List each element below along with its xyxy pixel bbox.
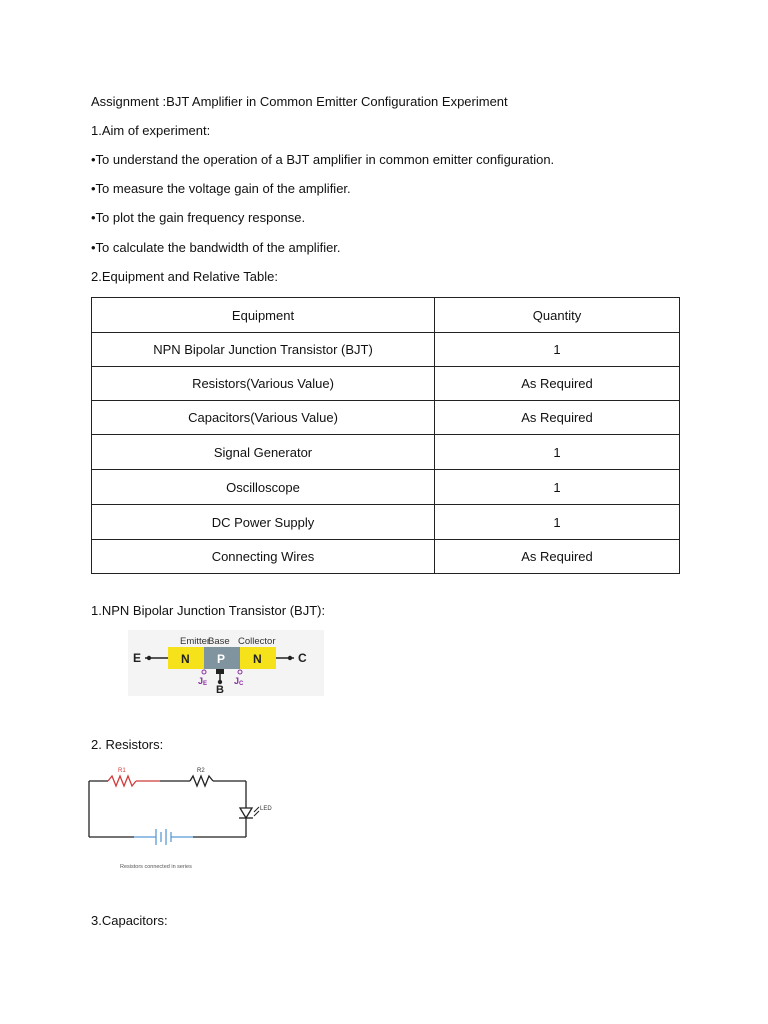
jc-label: JC: [234, 676, 244, 687]
quantity-cell: 1: [435, 505, 680, 540]
led-label: LED: [260, 806, 272, 812]
base-terminal-label: B: [216, 684, 224, 696]
r1-resistor: [108, 776, 136, 786]
table-row: [92, 505, 680, 540]
npn-bjt-diagram: [128, 630, 324, 696]
equipment-cell: Capacitors(Various Value): [92, 401, 435, 435]
equipment-cell: Signal Generator: [92, 435, 435, 470]
equipment-cell: DC Power Supply: [92, 505, 435, 540]
collector-label: Collector: [238, 636, 276, 647]
aim-item: •To understand the operation of a BJT amplifier in common emitter configuration.: [91, 152, 555, 167]
column-header-quantity: Quantity: [435, 298, 680, 333]
quantity-cell: 1: [435, 333, 680, 367]
series-resistor-circuit: [86, 764, 286, 872]
quantity-cell: As Required: [435, 367, 680, 401]
aim-item: •To plot the gain frequency response.: [91, 210, 306, 225]
table-row: [92, 333, 680, 367]
equipment-cell: Connecting Wires: [92, 540, 435, 574]
quantity-cell: As Required: [435, 401, 680, 435]
quantity-cell: 1: [435, 435, 680, 470]
equipment-heading: 2.Equipment and Relative Table:: [91, 269, 278, 284]
emitter-terminal-dot: [147, 656, 151, 660]
column-header-equipment: Equipment: [92, 298, 435, 333]
table-row: [92, 540, 680, 574]
capacitors-heading: 3.Capacitors:: [91, 913, 168, 928]
equipment-cell: Oscilloscope: [92, 470, 435, 505]
je-label: JE: [198, 676, 208, 687]
r2-label: R2: [197, 768, 205, 774]
n-label: N: [181, 652, 190, 666]
aim-item: •To measure the voltage gain of the amplifier.: [91, 181, 351, 196]
bjt-heading: 1.NPN Bipolar Junction Transistor (BJT):: [91, 603, 326, 618]
table-row: [92, 470, 680, 505]
jc-junction-marker: [238, 670, 242, 674]
led-diode: [240, 808, 252, 818]
equipment-cell: Resistors(Various Value): [92, 367, 435, 401]
table-row: [92, 367, 680, 401]
collector-terminal-label: C: [298, 651, 307, 665]
je-junction-marker: [202, 670, 206, 674]
assignment-title: Assignment :BJT Amplifier in Common Emitter Configuration Experiment: [91, 94, 508, 109]
aim-item: •To calculate the bandwidth of the amplifier.: [91, 240, 341, 255]
quantity-cell: 1: [435, 470, 680, 505]
base-label: Base: [208, 636, 230, 647]
emitter-label: Emitter: [180, 636, 211, 647]
equipment-cell: NPN Bipolar Junction Transistor (BJT): [92, 333, 435, 367]
aim-heading: 1.Aim of experiment:: [91, 123, 211, 138]
table-header-row: [92, 298, 680, 333]
r1-label: R1: [118, 768, 126, 774]
table-row: [92, 401, 680, 435]
n-label: N: [253, 652, 262, 666]
resistors-heading: 2. Resistors:: [91, 737, 164, 752]
p-label: P: [217, 652, 226, 666]
table-row: [92, 435, 680, 470]
quantity-cell: As Required: [435, 540, 680, 574]
collector-terminal-dot: [288, 656, 292, 660]
r2-resistor: [190, 776, 213, 786]
figure-caption: Resistors connected in series: [120, 864, 192, 870]
equipment-table: [91, 297, 680, 574]
emitter-terminal-label: E: [133, 651, 142, 665]
